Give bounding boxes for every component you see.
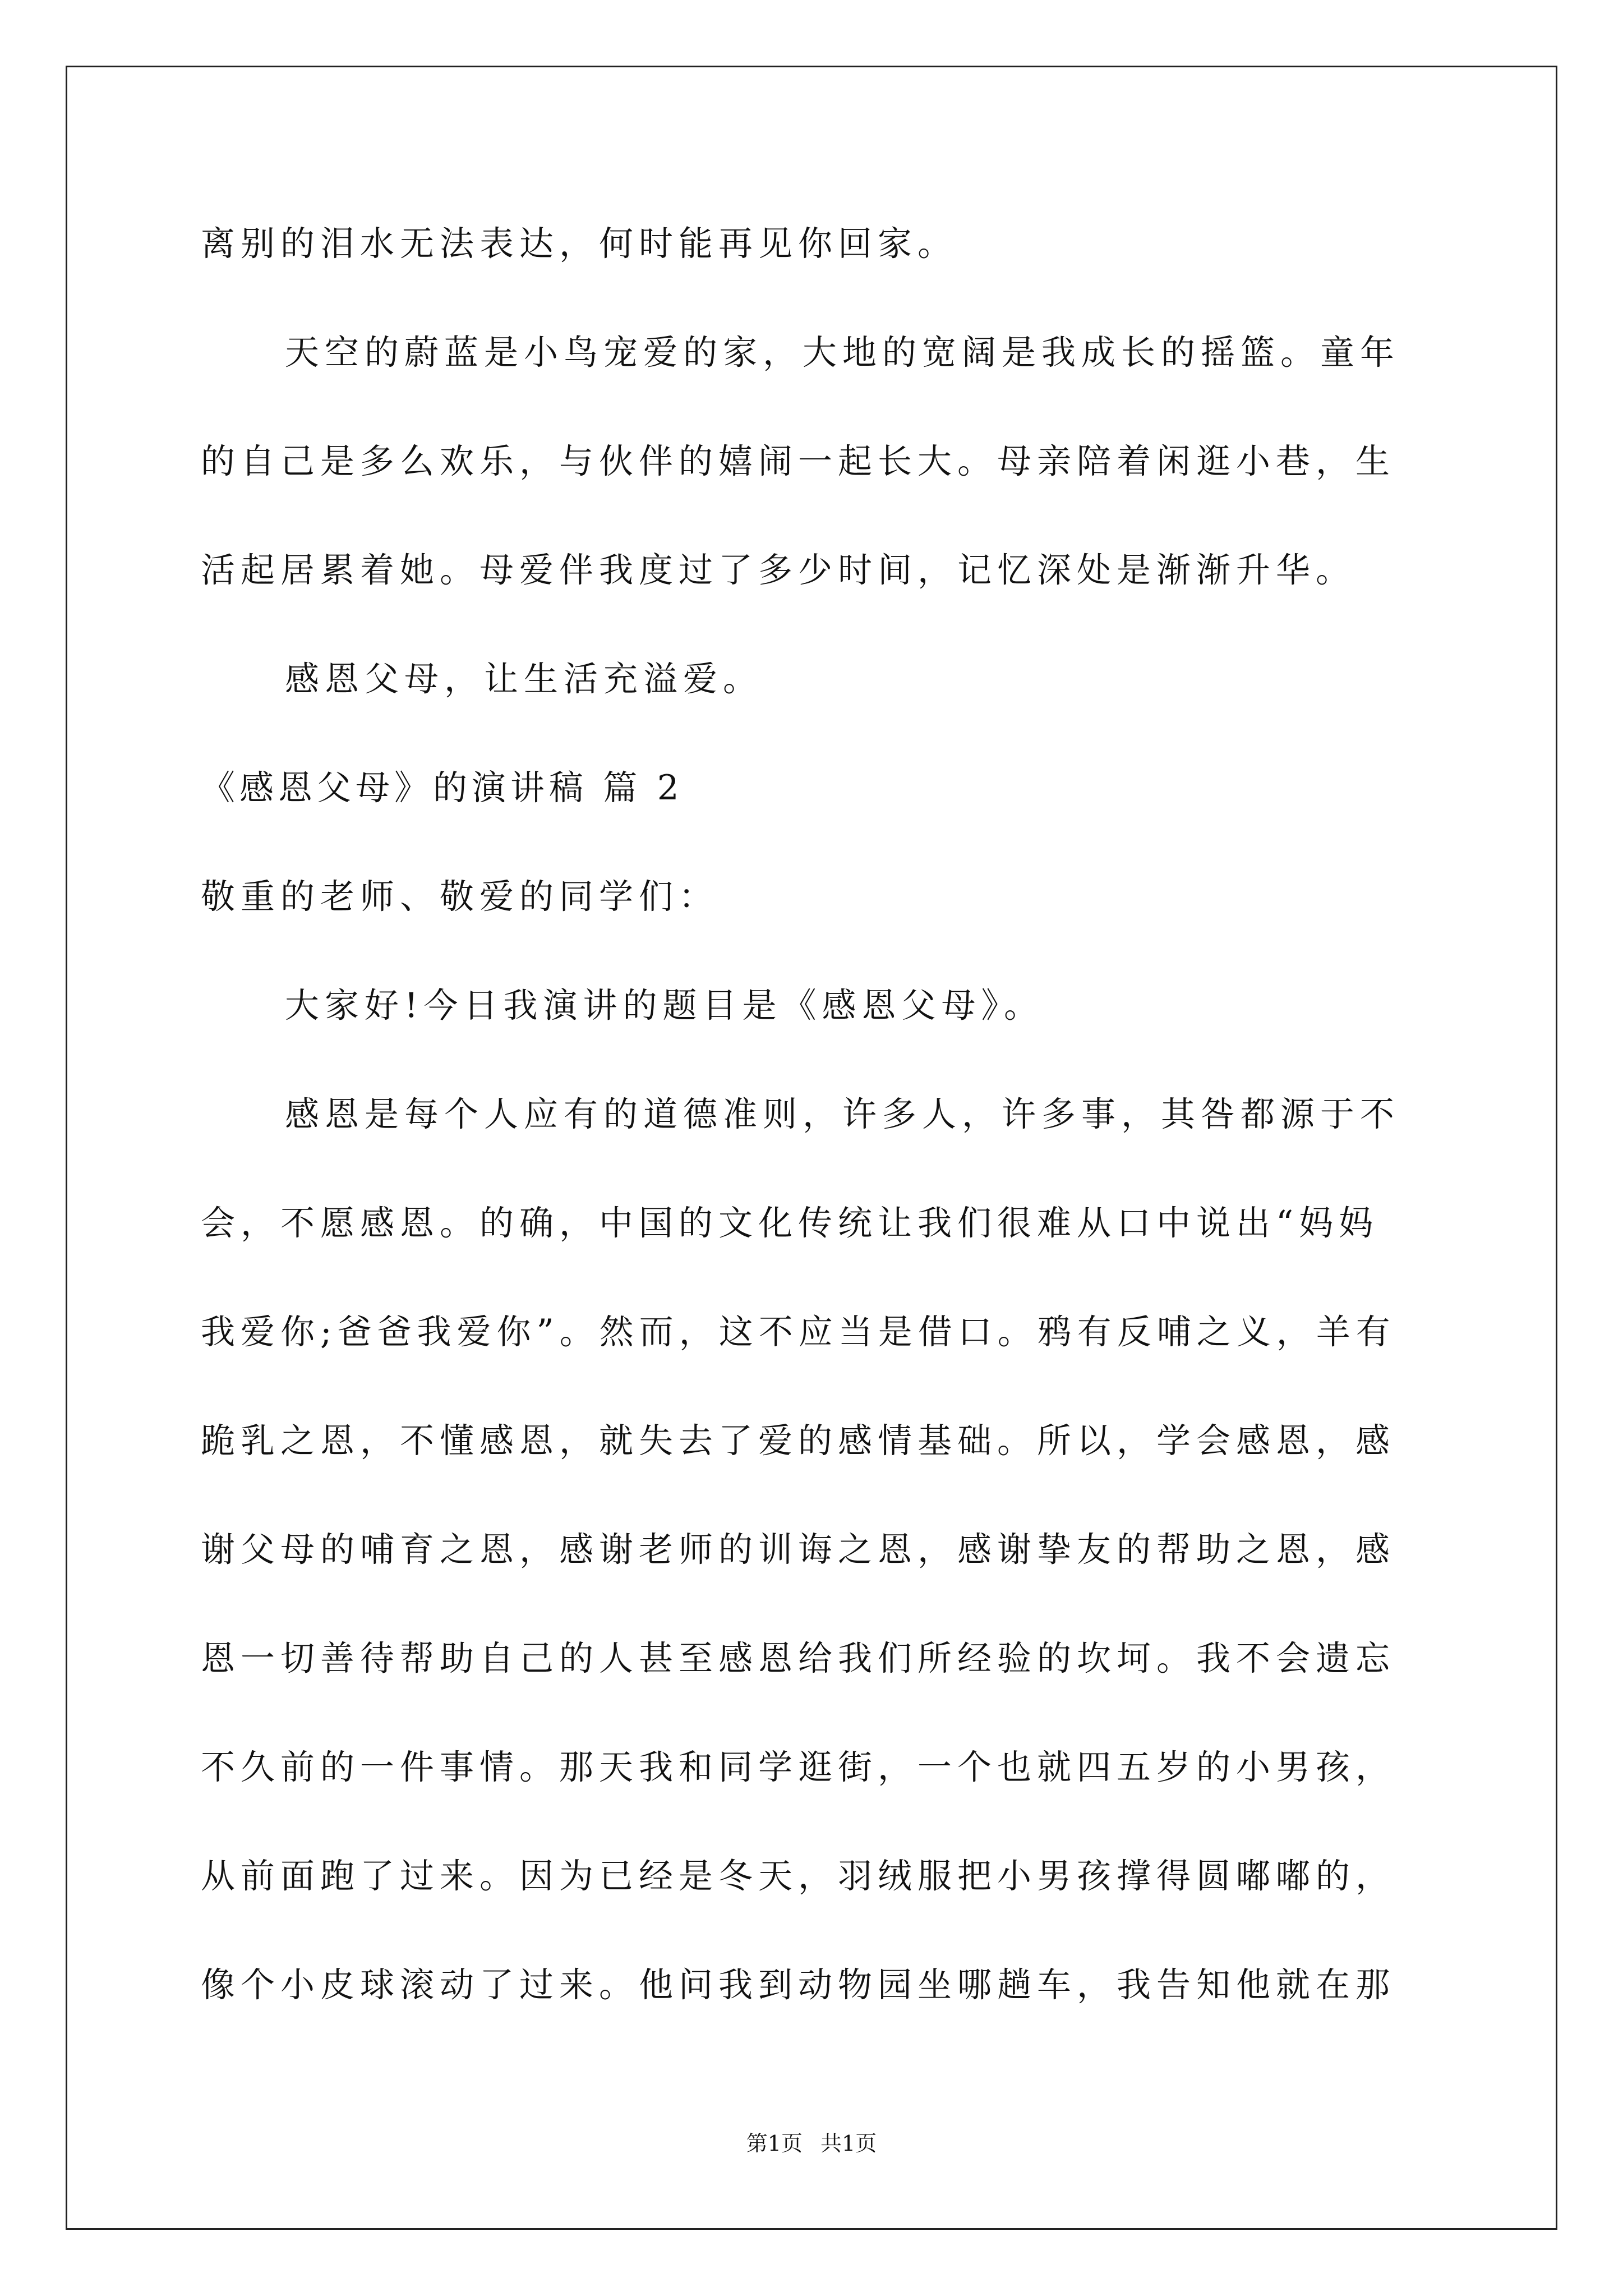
text-line: 谢父母的哺育之恩，感谢老师的训诲之恩，感谢挚友的帮助之恩，感 <box>201 1530 1396 1570</box>
paragraph-line: 天空的蔚蓝是小鸟宠爱的家，大地的宽阔是我成长的摇篮。童年 <box>285 333 1400 372</box>
text-line: 不久前的一件事情。那天我和同学逛街，一个也就四五岁的小男孩， <box>201 1747 1396 1787</box>
text-line: 离别的泪水无法表达，何时能再见你回家。 <box>201 224 958 264</box>
text-line: 会，不愿感恩。的确，中国的文化传统让我们很难从口中说出“妈妈 <box>201 1203 1379 1243</box>
page-number: 第1页 <box>746 2131 803 2156</box>
text-line: 我爱你;爸爸我爱你”。然而，这不应当是借口。鸦有反哺之义，羊有 <box>201 1312 1396 1352</box>
text-line: 跪乳之恩，不懂感恩，就失去了爱的感情基础。所以，学会感恩，感 <box>201 1421 1396 1461</box>
section-heading: 《感恩父母》的演讲稿 篇 2 <box>201 768 684 808</box>
text-line: 像个小皮球滚动了过来。他问我到动物园坐哪趟车，我告知他就在那 <box>201 1965 1396 2005</box>
text-line: 从前面跑了过来。因为已经是冬天，羽绒服把小男孩撑得圆嘟嘟的， <box>201 1856 1396 1896</box>
paragraph-line: 感恩父母，让生活充溢爱。 <box>285 659 763 699</box>
salutation-line: 敬重的老师、敬爱的同学们： <box>201 877 719 917</box>
page-border <box>66 66 1557 2230</box>
paragraph-line: 大家好!今日我演讲的题目是《感恩父母》。 <box>285 986 1044 1025</box>
page-total: 共1页 <box>820 2131 877 2156</box>
page-footer <box>0 2133 1623 2154</box>
text-line: 的自己是多么欢乐，与伙伴的嬉闹一起长大。母亲陪着闲逛小巷，生 <box>201 441 1396 481</box>
text-line: 恩一切善待帮助自己的人甚至感恩给我们所经验的坎坷。我不会遗忘 <box>201 1639 1396 1678</box>
text-line: 活起居累着她。母爱伴我度过了多少时间，记忆深处是渐渐升华。 <box>201 550 1356 590</box>
paragraph-line: 感恩是每个人应有的道德准则，许多人，许多事，其咎都源于不 <box>285 1094 1400 1134</box>
